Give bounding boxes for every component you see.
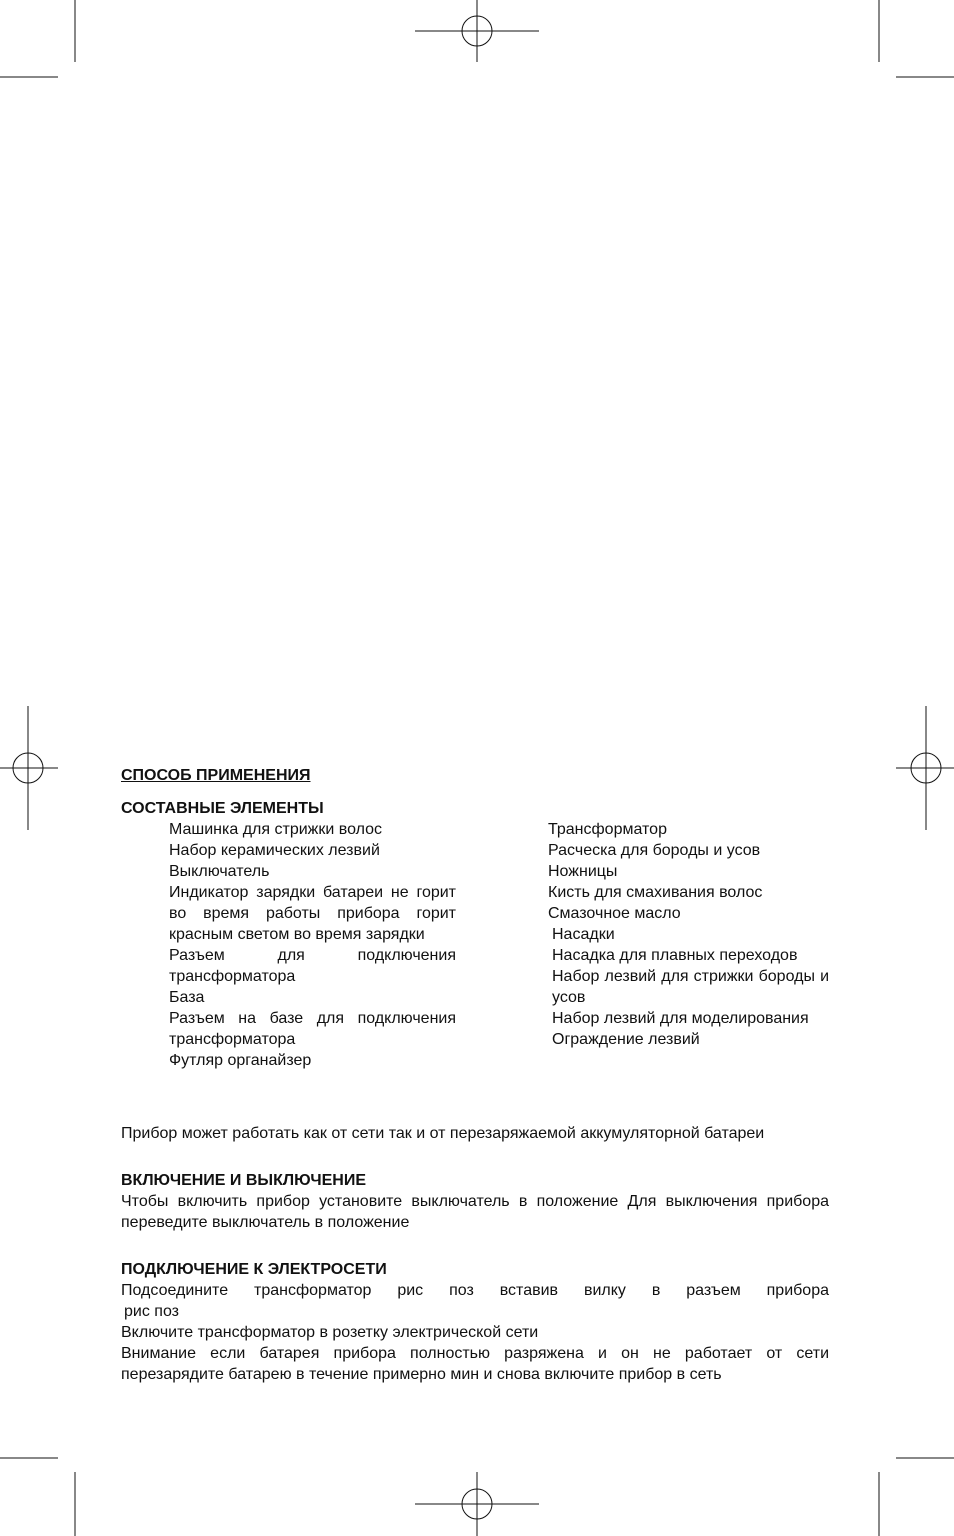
- power-title: ПОДКЛЮЧЕНИЕ К ЭЛЕКТРОСЕТИ: [121, 1261, 387, 1278]
- list-item: Разъем для подключения трансформатора: [169, 947, 456, 985]
- list-item: Набор лезвий для стрижки бороды и усов: [552, 968, 829, 1006]
- components-list: [121, 819, 829, 1113]
- onoff-paragraph: Чтобы включить прибор установите выключатель в положение Для выключения прибора переведите выключатель в положение: [121, 1193, 829, 1231]
- power-line-1: Подсоедините трансформатор рис поз вставив вилку в разъем прибора: [121, 1282, 829, 1299]
- components-right-column: [548, 819, 829, 1050]
- list-item: Футляр органайзер: [169, 1052, 312, 1069]
- power-line-2: рис поз: [124, 1303, 179, 1320]
- document-content: [121, 765, 829, 1385]
- onoff-title: ВКЛЮЧЕНИЕ И ВЫКЛЮЧЕНИЕ: [121, 1172, 367, 1189]
- power-line-3: Включите трансформатор в розетку электрической сети: [121, 1324, 539, 1341]
- power-line-4: Внимание если батарея прибора полностью разряжена и он не работает от сети перезарядите батарею в течение примерно мин и снова включите прибор в сеть: [121, 1345, 829, 1383]
- list-item: Индикатор зарядки батареи не горит во время работы прибора горит красным светом во время зарядки: [169, 884, 456, 943]
- list-item: Насадка для плавных переходов: [552, 947, 798, 964]
- list-item: Набор керамических лезвий: [169, 842, 380, 859]
- list-item: Набор лезвий для моделирования: [552, 1010, 809, 1027]
- components-title: СОСТАВНЫЕ ЭЛЕМЕНТЫ: [121, 800, 324, 817]
- intro-paragraph: Прибор может работать как от сети так и от перезаряжаемой аккумуляторной батареи: [121, 1125, 765, 1142]
- usage-title: СПОСОБ ПРИМЕНЕНИЯ: [121, 767, 311, 784]
- list-item: База: [169, 989, 205, 1006]
- list-item: Кисть для смахивания волос: [548, 884, 763, 901]
- list-item: Смазочное масло: [548, 905, 681, 922]
- list-item: Трансформатор: [548, 821, 667, 838]
- list-item: Разъем на базе для подключения трансформатора: [169, 1010, 456, 1048]
- list-item: Насадки: [552, 926, 615, 943]
- list-item: Выключатель: [169, 863, 270, 880]
- components-left-column: [169, 819, 456, 1071]
- list-item: Машинка для стрижки волос: [169, 821, 383, 838]
- list-item: Ножницы: [548, 863, 618, 880]
- list-item: Ограждение лезвий: [552, 1031, 700, 1048]
- list-item: Расческа для бороды и усов: [548, 842, 761, 859]
